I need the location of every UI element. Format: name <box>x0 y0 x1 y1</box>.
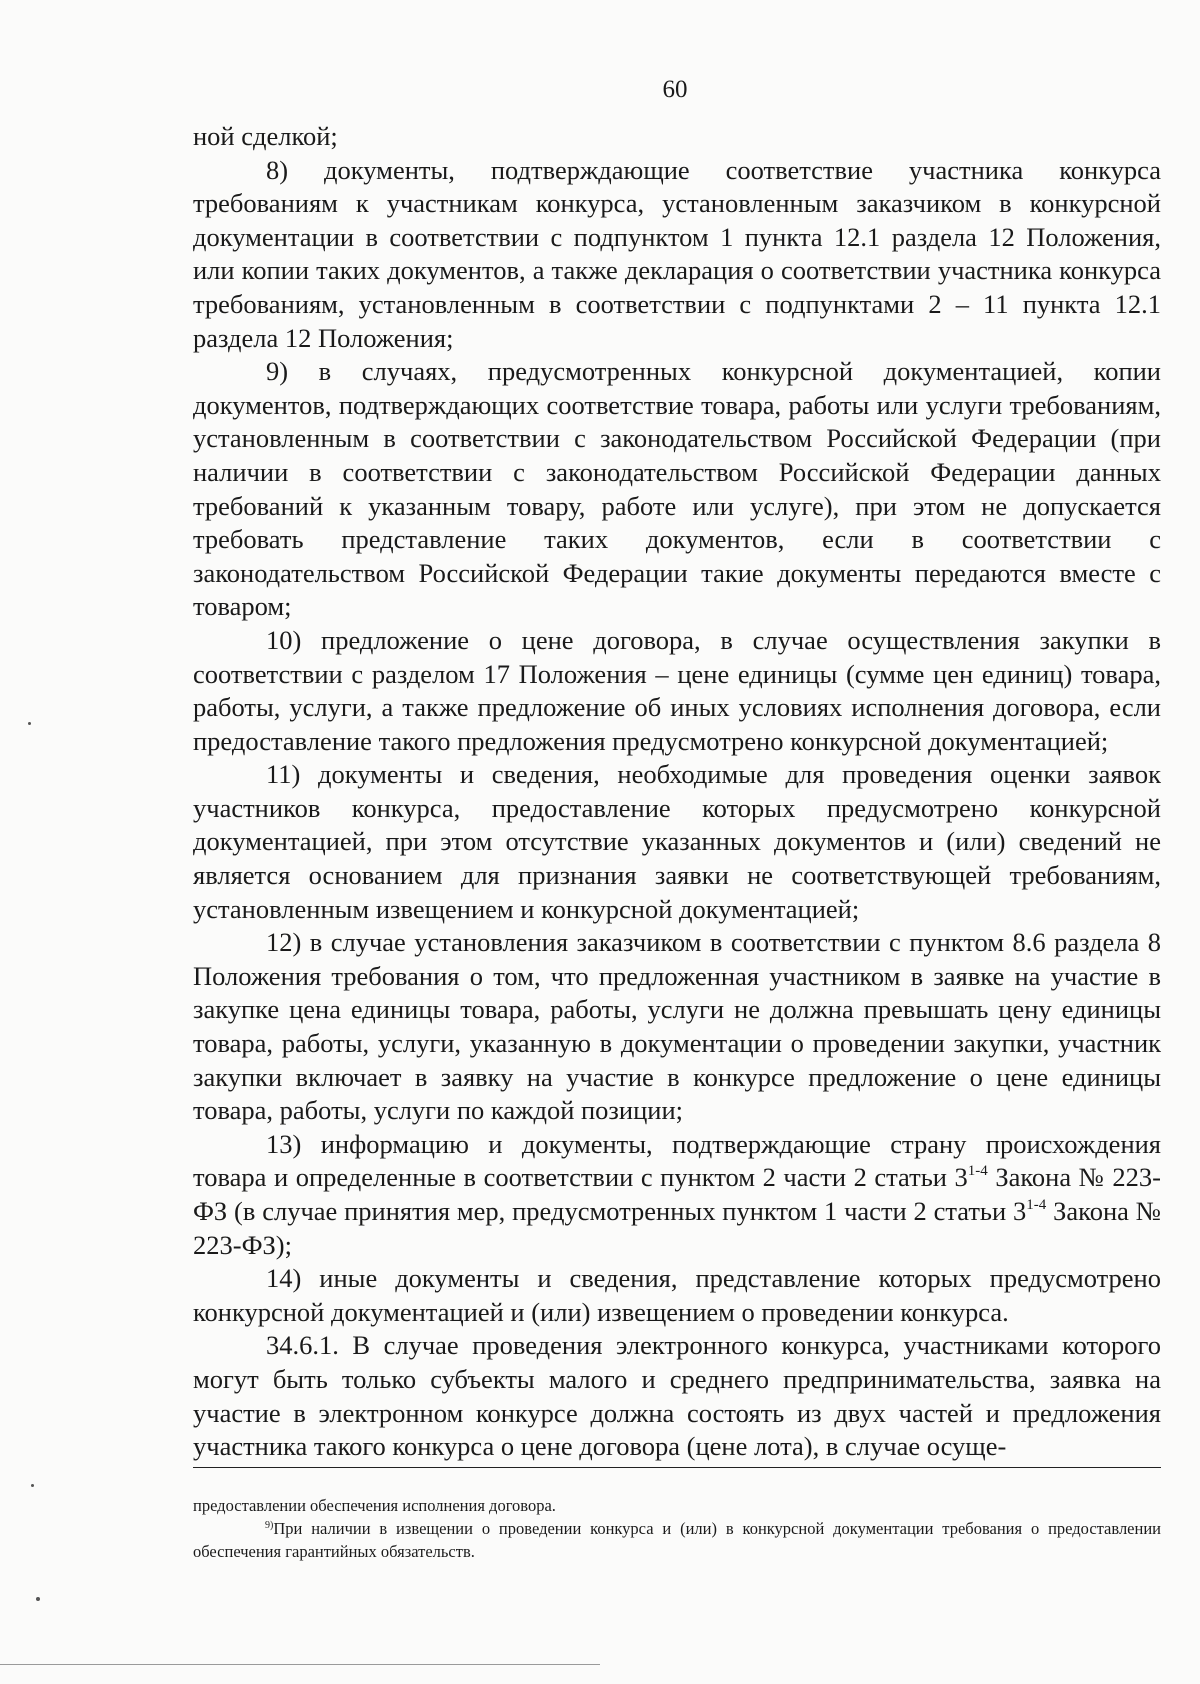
footnote-separator <box>193 1467 1161 1468</box>
list-item-10: 10) предложение о цене договора, в случае осуществления закупки в соответствии с разделом 17 Положения – цене единицы (сумме цен единиц) товара, работы, услуги, а также предложение об иных условиях исполнения договора, если предоставление такого предложения предусмотрено конкурсной документацией; <box>193 624 1161 756</box>
list-item-14: 14) иные документы и сведения, представление которых предусмотрено конкурсной документацией и (или) извещением о проведении конкурса. <box>193 1263 1161 1327</box>
scan-speck <box>31 1484 34 1487</box>
paragraph-continuation: ной сделкой; <box>193 121 338 151</box>
footnote-9 <box>193 1517 1161 1563</box>
list-item-13-text-a: 13) информацию и документы, подтверждающие страну происхождения товара и определенные в соответствии с пунктом 2 части 2 статьи 3 <box>193 1128 1161 1193</box>
footnotes <box>193 1494 1161 1563</box>
list-item-12: 12) в случае установления заказчиком в соответствии с пунктом 8.6 раздела 8 Положения требования о том, что предложенная участником в заявке на участие в закупке цена единицы товара, работы, услуги не должна превышать цену единицы товара, работы, услуги, указанную в документации о проведении закупки, участник закупки включает в заявку на участие в конкурсе предложение о цене единицы товара, работы, услуги по каждой позиции; <box>193 927 1161 1126</box>
superscript-article-ref: 1-4 <box>1026 1197 1047 1213</box>
footnote-9-mark: 9) <box>265 1520 274 1531</box>
list-item-9: 9) в случаях, предусмотренных конкурсной документацией, копии документов, подтверждающих соответствие товара, работы или услуги требованиям, установленным в соответствии с законодательством Российской Федерации (при наличии в соответствии с законодательством Российской Федерации данных требований к указанным товару, работе или услуге), при этом не допускается требовать представление таких документов, если в соответствии с законодательством Российской Федерации такие документы передаются вместе с товаром; <box>193 356 1161 622</box>
clause-34-6-1: 34.6.1. В случае проведения электронного конкурса, участниками которого могут быть только субъекты малого и среднего предпринимательства, заявка на участие в электронном конкурсе должна состоять из двух частей и предложения участника такого конкурса о цене договора (цене лота), в случае осуще- <box>193 1330 1161 1462</box>
footnote-continuation: предоставлении обеспечения исполнения договора. <box>193 1496 556 1515</box>
superscript-article-ref: 1-4 <box>967 1163 988 1180</box>
list-item-13-text-b: Закона № 223-ФЗ (в случае принятия мер, предусмотренных пунктом 1 части 2 статьи 3 <box>193 1162 1161 1226</box>
list-item-13-text-c: Закона № 223-ФЗ); <box>193 1196 1161 1260</box>
list-item-11: 11) документы и сведения, необходимые для проведения оценки заявок участников конкурса, предоставление которых предусмотрено конкурсной документацией, при этом отсутствие указанных документов и (или) сведений не является основанием для признания заявки не соответствующей требованиям, установленным извещением и конкурсной документацией; <box>193 759 1161 924</box>
page-number: 60 <box>662 76 688 103</box>
scan-speck <box>36 1597 40 1601</box>
list-item-13 <box>193 1128 1161 1262</box>
scan-bottom-edge <box>0 1664 600 1665</box>
list-item-8: 8) документы, подтверждающие соответствие участника конкурса требованиям к участникам конкурса, установленным заказчиком в конкурсной документации в соответствии с подпунктом 1 пункта 12.1 раздела 12 Положения, или копии таких документов, а также декларация о соответствии участника конкурса требованиям, установленным в соответствии с подпунктами 2 – 11 пункта 12.1 раздела 12 Положения; <box>193 154 1161 353</box>
footnote-9-text: При наличии в извещении о проведении конкурса и (или) в конкурсной документации требования о предоставлении обеспечения гарантийных обязательств. <box>193 1519 1161 1561</box>
scan-speck <box>28 722 31 725</box>
body-text <box>193 120 1161 1464</box>
